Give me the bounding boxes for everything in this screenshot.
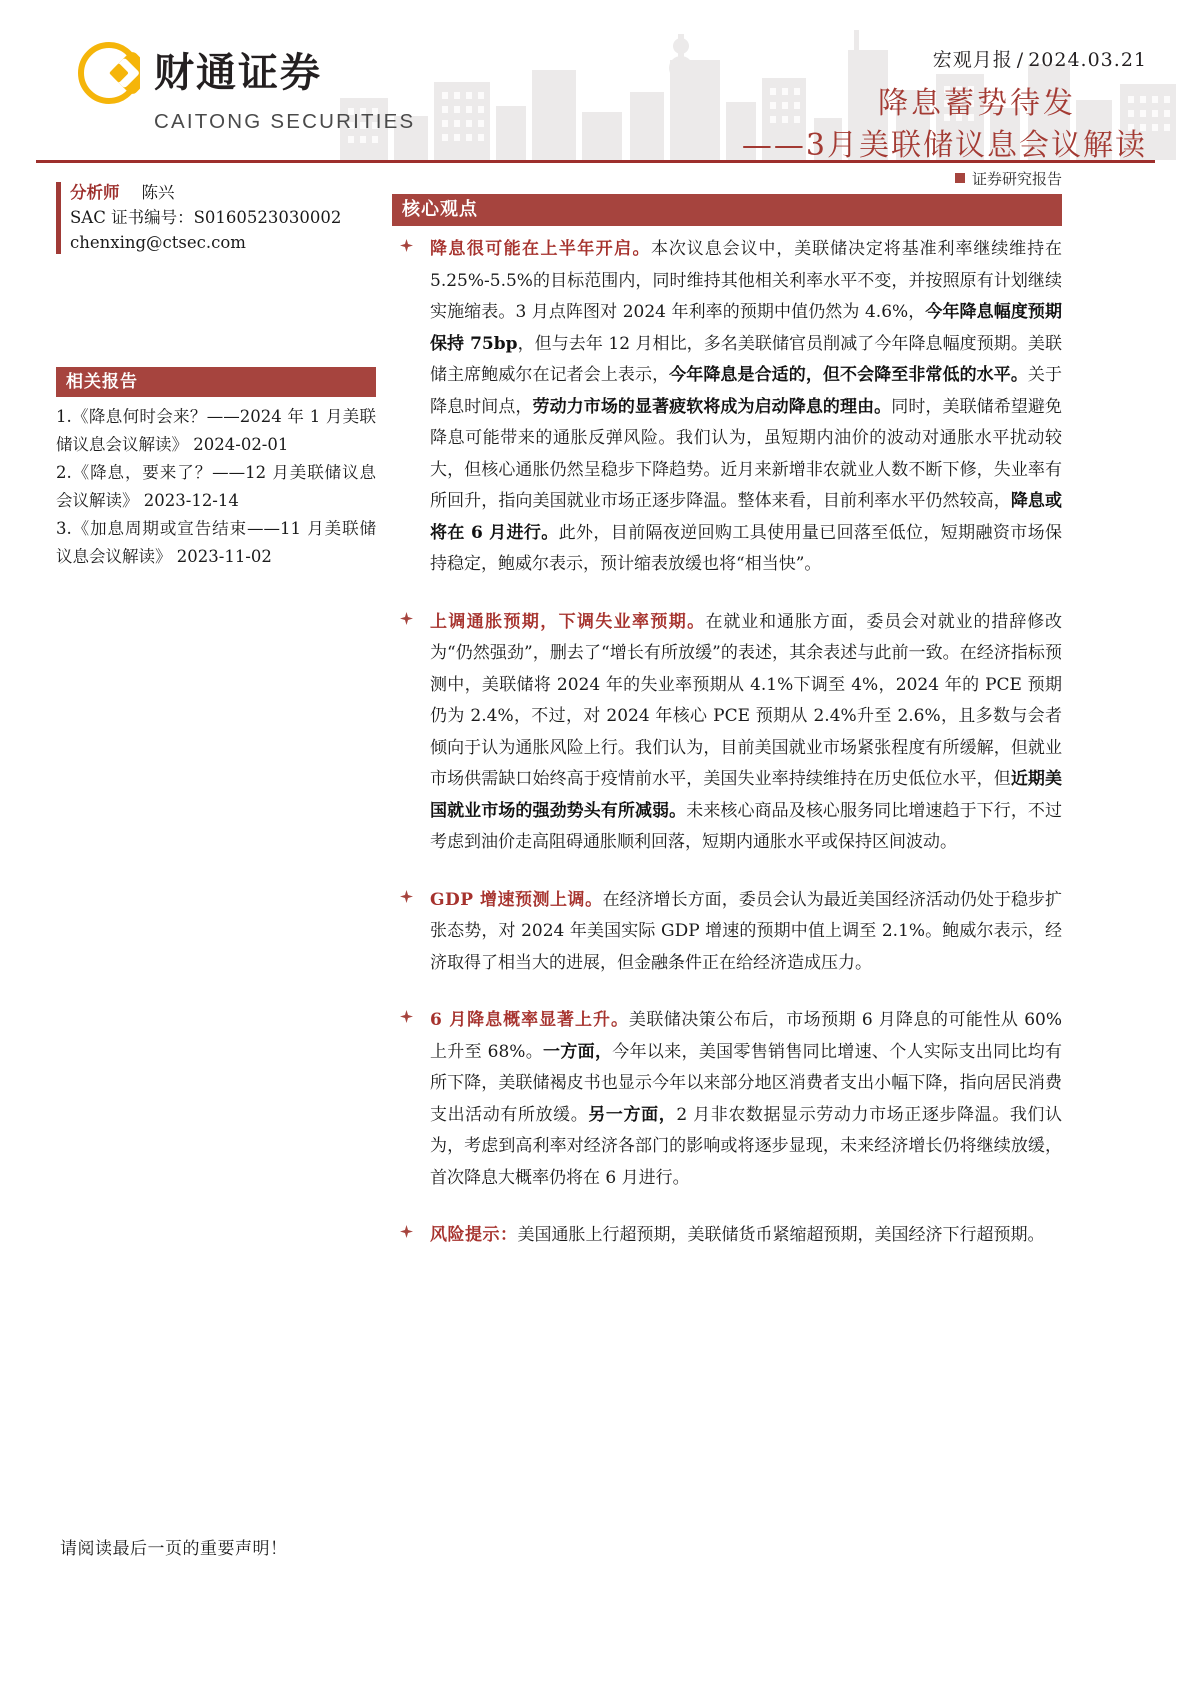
bullet-body-text: 关于降息时间点， bbox=[430, 365, 1063, 417]
bullet-body-text: 美联储决策公布后，市场预期 6 月降息的可能性从 60%上升至 68%。 bbox=[430, 1010, 1063, 1062]
list-item[interactable] bbox=[56, 515, 376, 571]
bullet-paragraph bbox=[430, 607, 1062, 859]
bullet-lead: 6 月降息概率显著上升。 bbox=[430, 1010, 629, 1030]
bullet-emphasis-text: 另一方面， bbox=[588, 1104, 677, 1125]
related-reports-list bbox=[56, 403, 376, 571]
bullet-body-text: 在就业和通胀方面，委员会对就业的措辞修改为“仍然强劲”，删去了“增长有所放缓”的表述，其余表述与此前一致。在经济指标预测中，美联储将 2024 年的失业率预期从 4.1%下调至 4%，2024 年的 PCE 预期仍为 2.4%，不过，对 2024 年核心 PCE 预期从 2.4%升至 2.6%，且多数与会者倾向于认为通胀风险上行。我们认为，目前美国就业市场紧张程度有所缓解，但就业市场供需缺口始终高于疫情前水平，美国失业率持续维持在历史低位水平，但 bbox=[430, 611, 1063, 789]
bullet-body-text: 2 月非农数据显示劳动力市场正逐步降温。我们认为，考虑到高利率对经济各部门的影响或将逐步显现，未来经济增长仍将继续放缓，首次降息大概率仍将在 6 月进行。 bbox=[430, 1104, 1062, 1188]
core-view-bullet bbox=[392, 1005, 1062, 1194]
research-report-label: 证券研究报告 bbox=[971, 170, 1062, 188]
bullet-body-text: 同时，美联储希望避免降息可能带来的通胀反弹风险。我们认为，虽短期内油价的波动对通胀水平扰动较大，但核心通胀仍然呈稳步下降趋势。近月来新增非农就业人数不断下修，失业率有所回升，指向美国就业市场正逐步降温。整体来看，目前利率水平仍然较高， bbox=[430, 396, 1062, 511]
core-view-heading: 核心观点 bbox=[392, 194, 1062, 226]
core-view-bullet bbox=[392, 607, 1062, 859]
bullet-lead: 上调通胀预期，下调失业率预期。 bbox=[430, 611, 706, 632]
analyst-name: 陈兴 bbox=[141, 183, 175, 202]
related-report-date: 2023-12-14 bbox=[143, 491, 239, 510]
diamond-bullet-icon bbox=[400, 1225, 413, 1238]
diamond-bullet-icon bbox=[400, 239, 413, 252]
bullet-emphasis-text: 今年降息幅度预期保持 75bp bbox=[430, 302, 1062, 354]
diamond-bullet-icon bbox=[400, 890, 413, 903]
page-header bbox=[0, 0, 1191, 160]
core-view-bullet bbox=[392, 885, 1062, 980]
company-logo bbox=[78, 42, 415, 134]
bullet-lead: GDP 增速预测上调。 bbox=[430, 889, 603, 910]
logo-chinese-name: 财通证券 bbox=[154, 50, 322, 96]
bullet-paragraph bbox=[430, 885, 1062, 980]
report-date: 2024.03.21 bbox=[1028, 49, 1147, 71]
header-divider bbox=[36, 160, 1155, 163]
related-report-title: 1.《降息何时会来？——2024 年 1 月美联储议息会议解读》 bbox=[56, 407, 376, 454]
bullet-emphasis-text: 劳动力市场的显著疲软将成为启动降息的理由。 bbox=[532, 396, 892, 417]
page-title: 降息蓄势待发 bbox=[878, 86, 1076, 121]
bullet-body-text: 在经济增长方面，委员会认为最近美国经济活动仍处于稳步扩张态势，对 2024 年美国实际 GDP 增速的预期中值上调至 2.1%。鲍威尔表示，经济取得了相当大的进展，但金融条件正在给经济造成压力。 bbox=[430, 889, 1062, 973]
bullet-body-text: 美国通胀上行超预期，美联储货币紧缩超预期，美国经济下行超预期。 bbox=[517, 1225, 1045, 1245]
related-report-title: 2.《降息，要来了？——12 月美联储议息会议解读》 bbox=[56, 463, 376, 510]
analyst-role-label: 分析师 bbox=[70, 183, 120, 202]
analyst-sac-number: SAC 证书编号：S0160523030002 bbox=[70, 208, 342, 227]
diamond-bullet-icon bbox=[400, 1010, 413, 1023]
bullet-lead: 风险提示： bbox=[430, 1225, 518, 1245]
research-report-tag bbox=[392, 168, 1062, 189]
related-report-date: 2024-02-01 bbox=[193, 435, 289, 454]
logo-english-name: CAITONG SECURITIES bbox=[154, 110, 416, 133]
caitong-logo-icon bbox=[78, 42, 140, 104]
bullet-emphasis-text: 近期美国就业市场的强劲势头有所减弱。 bbox=[430, 769, 1063, 821]
analyst-name-line bbox=[70, 180, 376, 205]
bullet-paragraph bbox=[430, 234, 1062, 581]
footer-notice: 请阅读最后一页的重要声明！ bbox=[60, 1539, 288, 1559]
bullet-paragraph bbox=[430, 1005, 1062, 1194]
bullet-lead: 降息很可能在上半年开启。 bbox=[430, 239, 651, 259]
diamond-bullet-icon bbox=[400, 612, 413, 625]
bullet-emphasis-text: 今年降息是合适的，但不会降至非常低的水平。 bbox=[669, 365, 1028, 385]
bullet-emphasis-text: 降息或将在 6 月进行。 bbox=[430, 491, 1063, 543]
left-sidebar bbox=[56, 180, 376, 571]
square-bullet-icon bbox=[955, 173, 965, 183]
core-view-bullet bbox=[392, 234, 1062, 581]
related-reports-heading: 相关报告 bbox=[56, 367, 376, 397]
report-kind-label: 宏观月报 bbox=[932, 49, 1013, 71]
bullet-body-text: 此外，目前隔夜逆回购工具使用量已回落至低位，短期融资市场保持稳定，鲍威尔表示，预计缩表放缓也将“相当快”。 bbox=[430, 522, 1063, 574]
bullet-body-text: 未来核心商品及核心服务同比增速趋于下行，不过考虑到油价走高阻碍通胀顺利回落，短期内通胀水平或保持区间波动。 bbox=[430, 800, 1062, 852]
analyst-block bbox=[56, 180, 376, 255]
bullet-paragraph bbox=[430, 1220, 1062, 1252]
bullet-body-text: 今年以来，美国零售销售同比增速、个人实际支出同比均有所下降，美联储褐皮书也显示今年以来部分地区消费者支出小幅下降，指向居民消费支出活动有所放缓。 bbox=[430, 1041, 1062, 1125]
report-kind-and-date bbox=[933, 45, 1147, 72]
core-view-bullets bbox=[392, 234, 1062, 1278]
page-subtitle: ——3月美联储议息会议解读 bbox=[741, 128, 1147, 160]
separator: / bbox=[1016, 49, 1025, 71]
list-item[interactable] bbox=[56, 459, 376, 515]
analyst-accent-bar bbox=[56, 182, 61, 254]
bullet-emphasis-text: 一方面， bbox=[543, 1041, 613, 1062]
list-item[interactable] bbox=[56, 403, 376, 459]
analyst-email[interactable]: chenxing@ctsec.com bbox=[70, 233, 246, 252]
bullet-body-text: ，但与去年 12 月相比，多名美联储官员削减了今年降息幅度预期。美联储主席鲍威尔在记者会上表示， bbox=[430, 333, 1062, 385]
core-view-bullet bbox=[392, 1220, 1062, 1252]
bullet-body-text: 本次议息会议中，美联储决定将基准利率继续维持在 5.25%-5.5%的目标范围内，同时维持其他相关利率水平不变，并按照原有计划继续实施缩表。3 月点阵图对 2024 年利率的预期中值仍然为 4.6%， bbox=[430, 239, 1063, 322]
related-report-date: 2023-11-02 bbox=[176, 547, 272, 566]
related-report-title: 3.《加息周期或宣告结束——11 月美联储议息会议解读》 bbox=[56, 519, 376, 566]
